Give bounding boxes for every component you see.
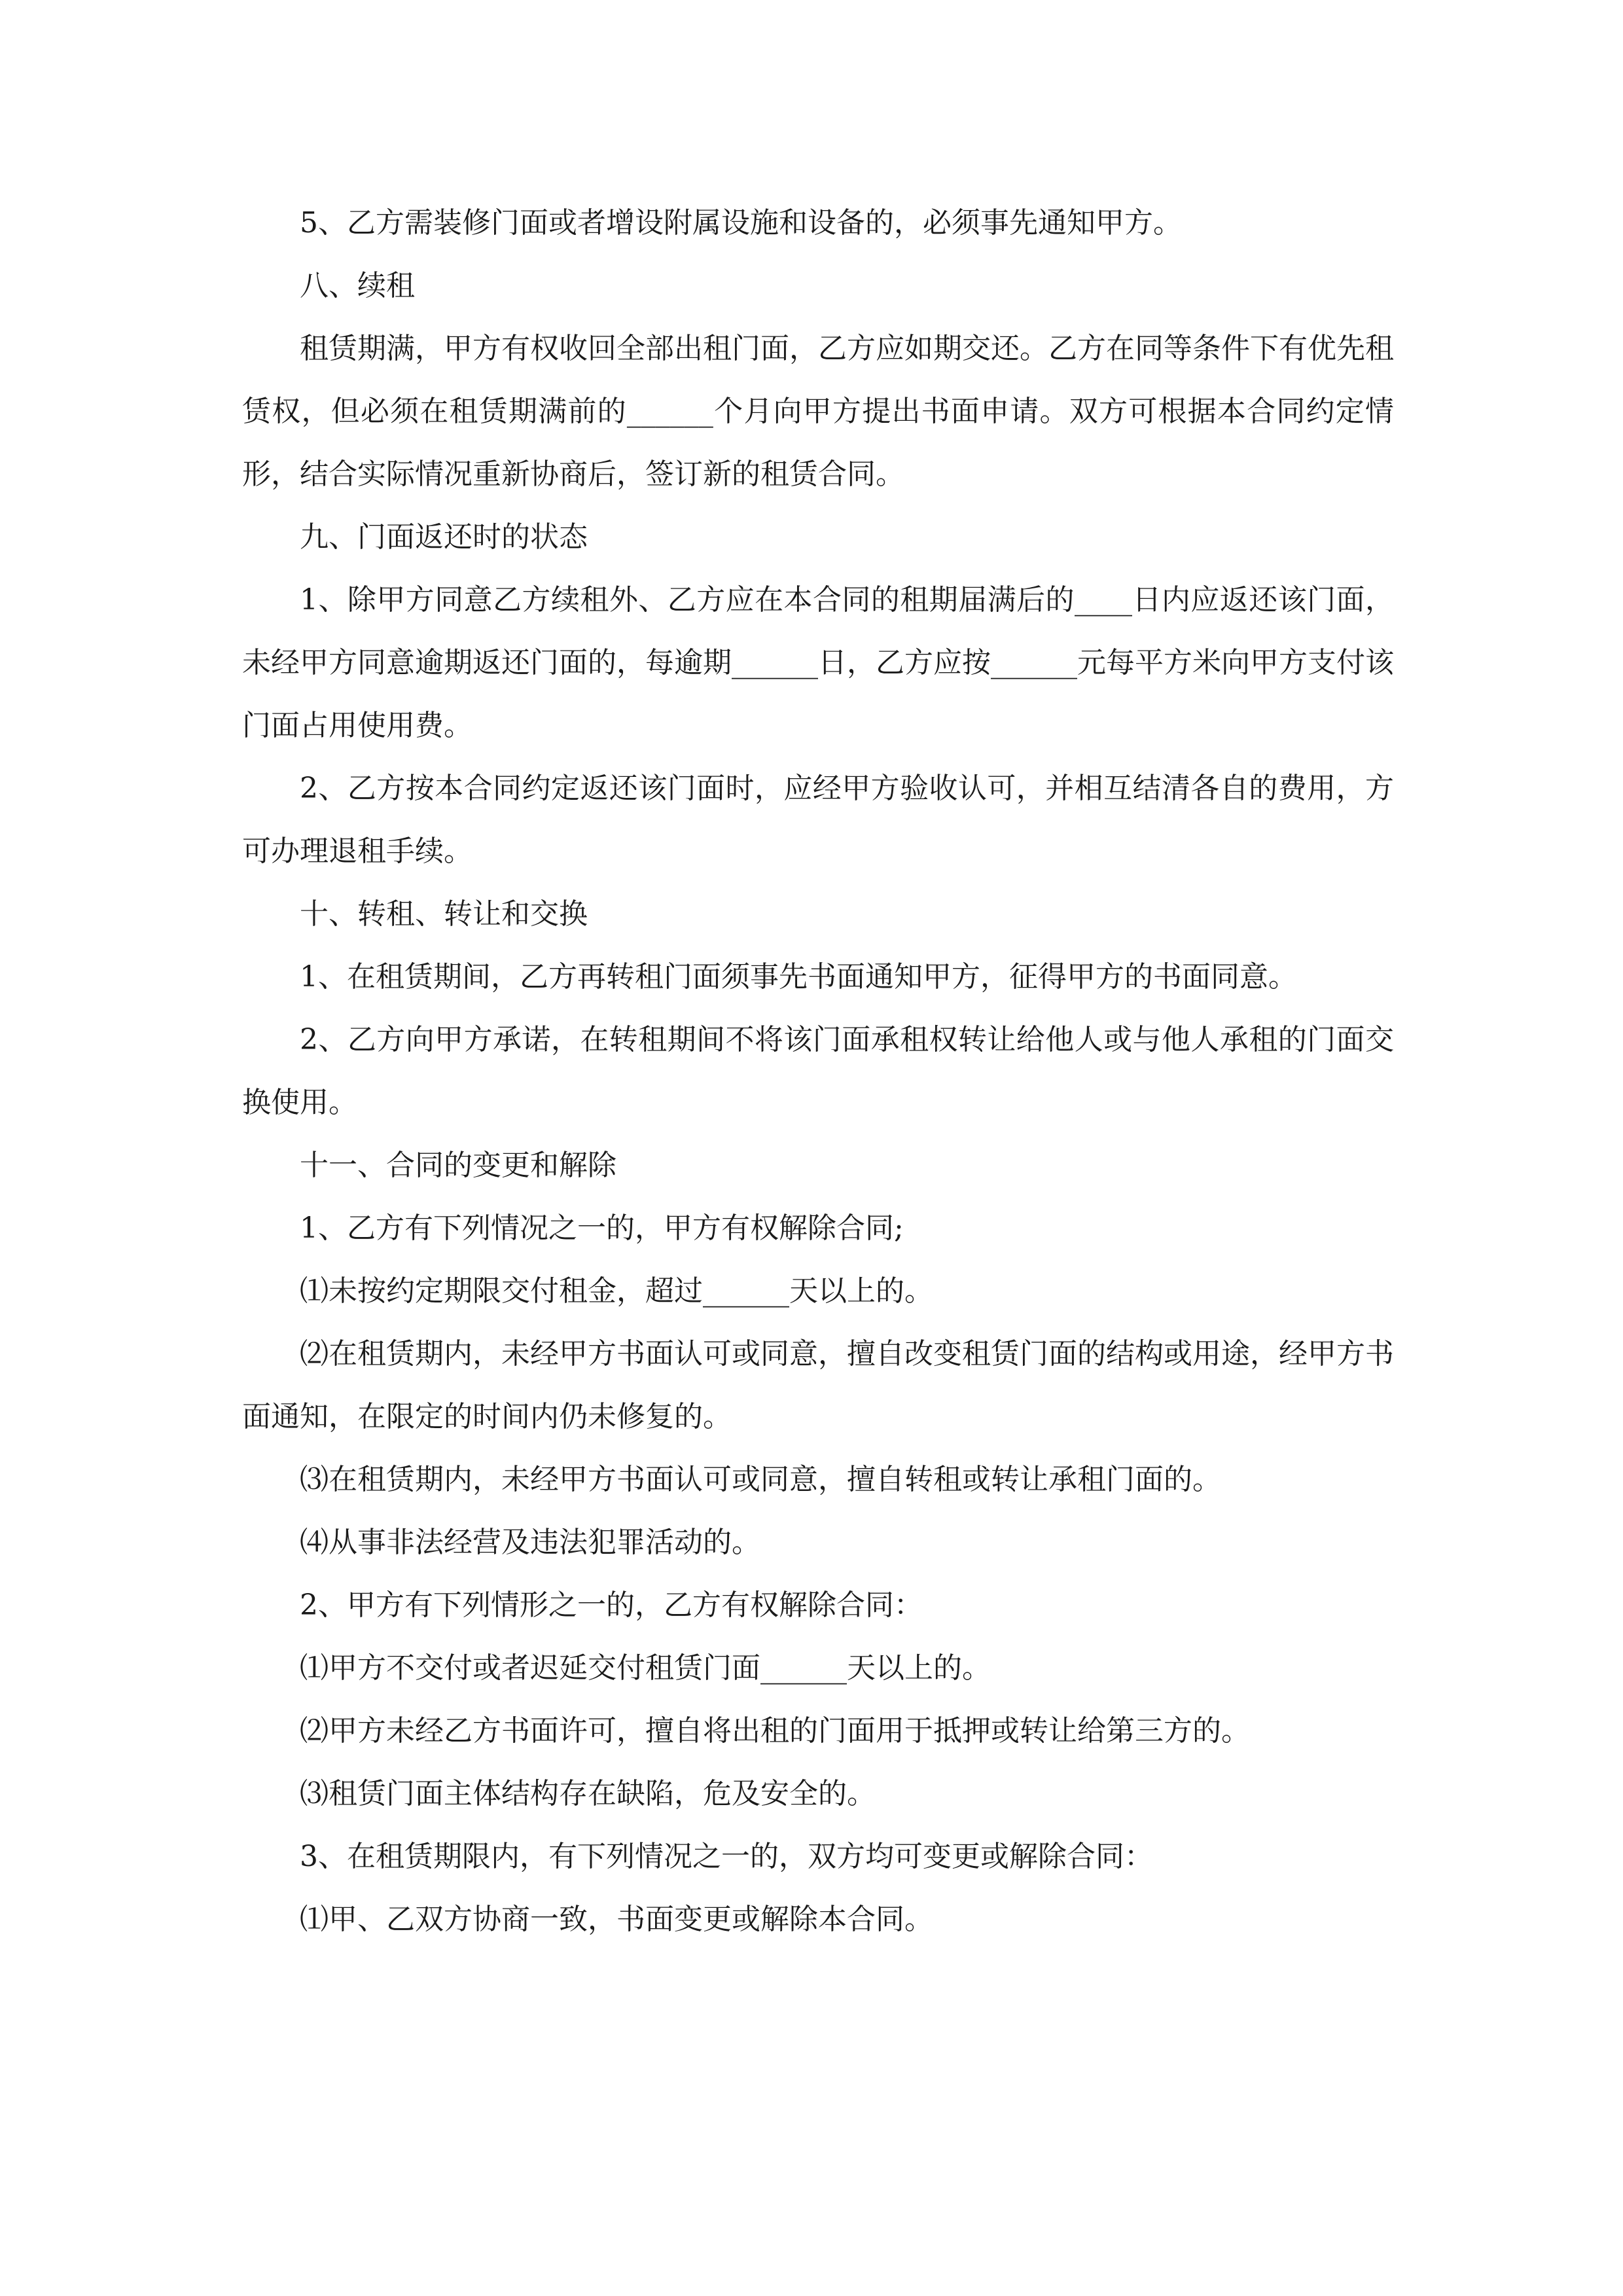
section-heading: 八、续租	[300, 269, 415, 302]
list-item: ⑴未按约定期限交付租金，超过______天以上的。	[300, 1274, 933, 1308]
section-heading: 九、门面返还时的状态	[300, 520, 588, 554]
paragraph: 租赁期满，甲方有权收回全部出租门面，乙方应如期交还。乙方在同等条件下有优先租赁权，但必须在租赁期满前的______个月向甲方提出书面申请。双方可根据本合同约定情形，结合实际情况重新协商后，签订新的租赁合同。	[242, 332, 1394, 491]
list-item: ⑵在租赁期内，未经甲方书面认可或同意，擅自改变租赁门面的结构或用途，经甲方书面通知，在限定的时间内仍未修复的。	[242, 1337, 1394, 1433]
section-heading: 十、转租、转让和交换	[300, 897, 588, 931]
document-body	[242, 192, 1394, 1951]
paragraph: 2、乙方按本合同约定返还该门面时，应经甲方验收认可，并相互结清各自的费用，方可办理退租手续。	[242, 772, 1394, 868]
list-item: ⑴甲方不交付或者迟延交付租赁门面______天以上的。	[300, 1651, 991, 1685]
list-item: ⑶在租赁期内，未经甲方书面认可或同意，擅自转租或转让承租门面的。	[300, 1463, 1221, 1496]
list-item: ⑶租赁门面主体结构存在缺陷，危及安全的。	[300, 1777, 876, 1810]
paragraph: 1、在租赁期间，乙方再转租门面须事先书面通知甲方，征得甲方的书面同意。	[300, 960, 1297, 994]
paragraph: 2、甲方有下列情形之一的，乙方有权解除合同：	[300, 1588, 923, 1622]
section-heading: 十一、合同的变更和解除	[300, 1149, 616, 1182]
list-item: ⑴甲、乙双方协商一致，书面变更或解除本合同。	[300, 1903, 933, 1936]
paragraph: 2、乙方向甲方承诺，在转租期间不将该门面承租权转让给他人或与他人承租的门面交换使用。	[242, 1023, 1394, 1119]
paragraph: 5、乙方需装修门面或者增设附属设施和设备的，必须事先通知甲方。	[300, 206, 1182, 240]
paragraph: 1、除甲方同意乙方续租外、乙方应在本合同的租期届满后的____日内应返还该门面，未经甲方同意逾期返还门面的，每逾期______日，乙方应按______元每平方米向甲方支付该门面占用使用费。	[242, 583, 1394, 742]
list-item: ⑷从事非法经营及违法犯罪活动的。	[300, 1526, 760, 1559]
paragraph: 3、在租赁期限内，有下列情况之一的，双方均可变更或解除合同：	[300, 1840, 1153, 1873]
paragraph: 1、乙方有下列情况之一的，甲方有权解除合同;	[300, 1211, 904, 1245]
list-item: ⑵甲方未经乙方书面许可，擅自将出租的门面用于抵押或转让给第三方的。	[300, 1714, 1250, 1748]
